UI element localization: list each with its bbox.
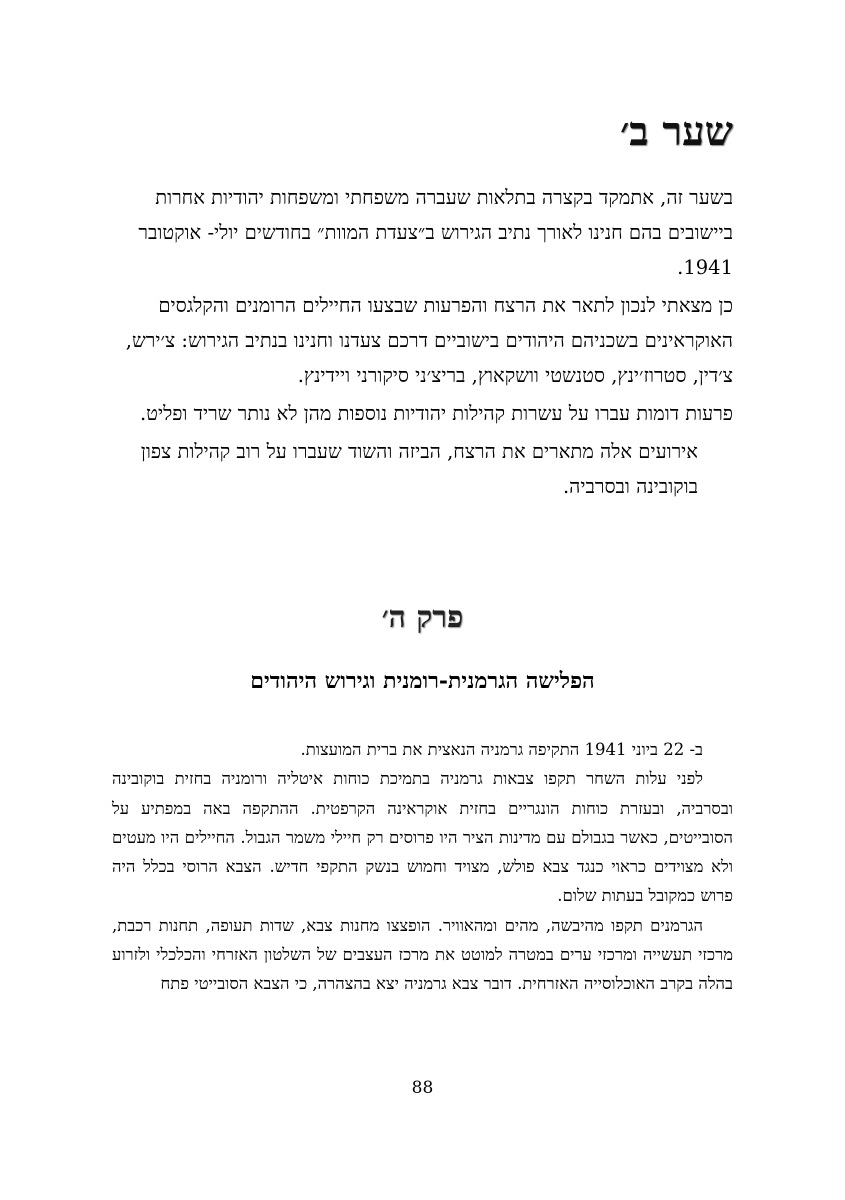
body-paragraph: לפני עלות השחר תקפו צבאות גרמניה בתמיכת כוחות איטליה ורומניה בחזית בוקובינה ובסרביה, ובעזרת כוחות הונגריים בחזית אוקראינה הקרפטית. ההתקפה באה במפתיע על הסובייטים, כאשר בגבולם עם מדינות הציר היו פרוסים רק חיילי משמר הגבול. החיילים היו מעטים ולא מצוידים כראוי כנגד צבא פולש, מצויד וחמוש בנשק התקפי חדיש. הצבא הרוסי בכלל היה פרוש כמקובל בעתות שלום. [112,769,733,906]
body-paragraph: ב- 22 ביוני 1941 התקיפה גרמניה הנאצית את ברית המועצות. [300,740,703,759]
intro-paragraph: בשער זה, אתמקד בקצרה בתלאות שעברה משפחתי ומשפחות יהודיות אחרות ביישובים בהם חנינו לאורך נתיב הגירוש ב״צעדת המוות״ בחודשים יולי- אוקטובר 1941. [138,186,733,279]
chapter-title: פרק ה׳ [381,600,464,635]
intro-section [112,180,733,507]
body-paragraph: הגרמנים תקפו מהיבשה, מהים ומהאוויר. הופצצו מחנות צבא, שדות תעופה, תחנות רכבת, מרכזי תעשייה ומרכזי ערים במטרה למוטט את מרכז העצבים של השלטון האזרחי והכלכלי ולזרוע בהלה בקרב האוכלוסייה האזרחית. דובר צבא גרמניה יצא בהצהרה, כי הצבא הסובייטי פתח [112,915,733,994]
intro-paragraph: פרעות דומות עברו על עשרות קהילות יהודיות נוספות מהן לא נותר שריד ופליט. [139,402,733,425]
intro-paragraph: כן מצאתי לנכון לתאר את הרצח והפרעות שבצעו החיילים הרומנים והקלגסים האוקראינים בשכניהם היהודים בישוביים דרכם צעדנו וחנינו בנתיב הגירוש: צ׳ירש, צ׳דין, סטרוז׳ינץ, סטנשטי וושקאוץ, בריצ׳ני סיקורני ויידינץ. [125,294,733,387]
intro-paragraph: אירועים אלה מתארים את הרצח, הביזה והשוד שעברו על רוב קהילות צפון בוקובינה ובסרביה. [140,440,698,498]
chapter-body [112,735,733,999]
gate-title: שער ב׳ [619,108,733,155]
page-number: 88 [411,1078,434,1098]
chapter-subtitle: הפלישה הגרמנית-רומנית וגירוש היהודים [250,668,595,694]
